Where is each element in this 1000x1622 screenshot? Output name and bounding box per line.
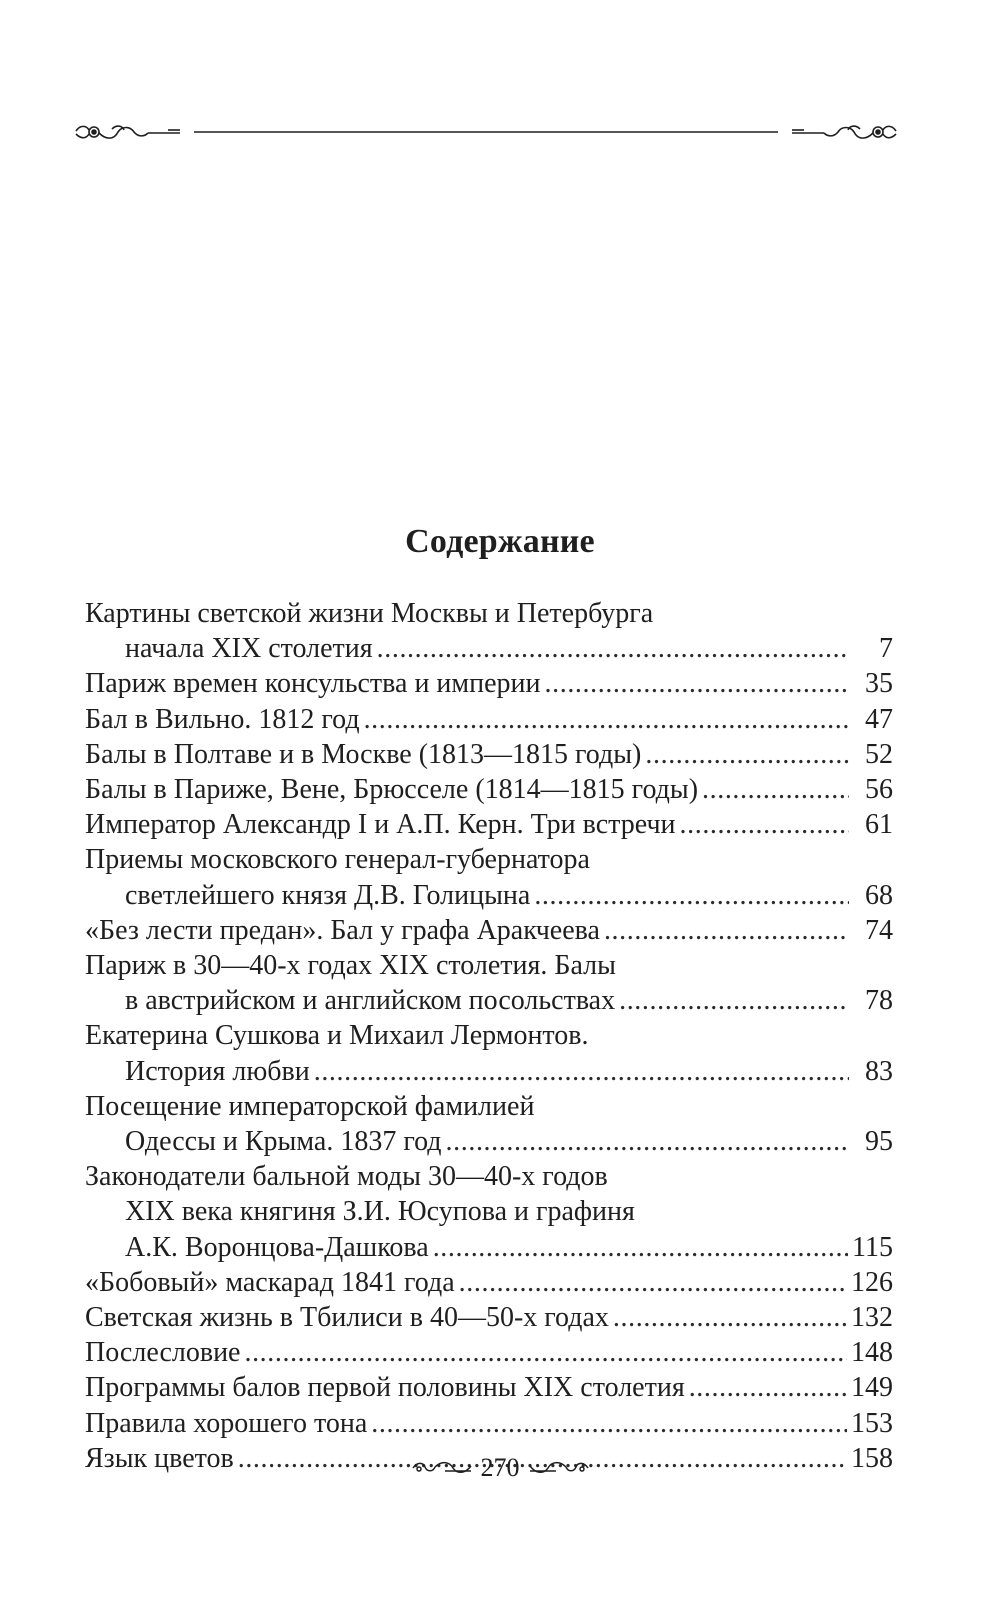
toc-entry-title: «Бобовый» маскарад 1841 года bbox=[85, 1266, 455, 1298]
toc-entry-page-number: 115 bbox=[852, 1231, 893, 1263]
toc-entry-page-number: 95 bbox=[865, 1126, 893, 1158]
header-flourish-icon bbox=[72, 122, 900, 146]
toc-entry-final-line bbox=[85, 1265, 893, 1300]
footer-flourish-left-icon bbox=[411, 1458, 473, 1478]
dot-leader bbox=[545, 666, 849, 701]
toc-entry-final-line bbox=[85, 983, 893, 1018]
toc-entry-page-number: 61 bbox=[865, 809, 893, 841]
toc-entry-title-line: XIX века княгиня З.И. Юсупова и графиня bbox=[125, 1196, 635, 1228]
toc-entry bbox=[85, 666, 893, 701]
toc-entry-title: Балы в Полтаве и в Москве (1813—1815 годы) bbox=[85, 738, 642, 770]
toc-entry-page-number: 74 bbox=[865, 914, 893, 946]
toc-entry bbox=[85, 1406, 893, 1441]
dot-leader bbox=[680, 807, 849, 842]
dot-leader bbox=[459, 1265, 847, 1300]
toc-entry-title: Послесловие bbox=[85, 1337, 241, 1369]
toc-title: Содержание bbox=[405, 523, 595, 560]
dot-leader bbox=[604, 913, 849, 948]
toc-entry bbox=[85, 1265, 893, 1300]
toc-entry-title: Император Александр I и А.П. Керн. Три встречи bbox=[85, 809, 676, 841]
dot-leader bbox=[433, 1230, 848, 1265]
toc-entry-page-number: 35 bbox=[865, 668, 893, 700]
toc-entry-page-number: 158 bbox=[851, 1442, 893, 1474]
dot-leader bbox=[244, 1335, 847, 1370]
toc-entry bbox=[85, 772, 893, 807]
toc-entry-page-number: 52 bbox=[865, 738, 893, 770]
toc-entry-title: Париж времен консульства и империи bbox=[85, 668, 541, 700]
dot-leader bbox=[702, 772, 849, 807]
toc-entry-final-line bbox=[85, 1335, 893, 1370]
page-number: 270 bbox=[480, 1453, 520, 1482]
toc-entry-page-number: 149 bbox=[851, 1372, 893, 1404]
toc-entry-final-line bbox=[85, 1370, 893, 1405]
toc-entry-final-line bbox=[85, 1230, 893, 1265]
toc-entry bbox=[85, 737, 893, 772]
toc-entry-page-number: 68 bbox=[865, 879, 893, 911]
toc-entry-title: Светская жизнь в Тбилиси в 40—50-х годах bbox=[85, 1302, 609, 1334]
toc-entry-final-line bbox=[85, 1300, 893, 1335]
toc-entry-title-line: Париж в 30—40-х годах XIX столетия. Балы bbox=[85, 950, 616, 982]
toc-entry-final-line bbox=[85, 1054, 893, 1089]
toc-entry-final-line bbox=[85, 878, 893, 913]
toc-entry-title: Одессы и Крыма. 1837 год bbox=[125, 1126, 442, 1158]
toc-entry-final-line bbox=[85, 631, 893, 666]
toc-entry-title: А.К. Воронцова-Дашкова bbox=[125, 1231, 429, 1263]
toc-entry-final-line bbox=[85, 913, 893, 948]
dot-leader bbox=[314, 1054, 849, 1089]
footer-flourish-right-icon bbox=[528, 1458, 590, 1478]
toc-entry-final-line bbox=[85, 737, 893, 772]
toc-entry-title-line: Посещение императорской фамилией bbox=[85, 1090, 535, 1122]
toc-entry bbox=[85, 1089, 893, 1159]
toc-entry-final-line bbox=[85, 666, 893, 701]
toc-entry-final-line bbox=[85, 807, 893, 842]
toc-entry bbox=[85, 842, 893, 912]
toc-entry bbox=[85, 596, 893, 666]
toc-entry-title-line: Законодатели бальной моды 30—40-х годов bbox=[85, 1161, 608, 1193]
page-footer bbox=[0, 1451, 1000, 1485]
toc-entry bbox=[85, 1300, 893, 1335]
toc-entry bbox=[85, 1335, 893, 1370]
dot-leader bbox=[364, 702, 849, 737]
toc-entry-title: История любви bbox=[125, 1055, 310, 1087]
toc-entry-title: Язык цветов bbox=[85, 1442, 234, 1474]
toc-entry-final-line bbox=[85, 1124, 893, 1159]
header-ornament bbox=[72, 122, 900, 146]
toc-entry bbox=[85, 1018, 893, 1088]
toc-entry-final-line bbox=[85, 1406, 893, 1441]
toc-entry-title: Правила хорошего тона bbox=[85, 1407, 368, 1439]
toc-entry bbox=[85, 913, 893, 948]
toc-entry-page-number: 148 bbox=[851, 1337, 893, 1369]
toc-entry-title: «Без лести предан». Бал у графа Аракчеева bbox=[85, 914, 600, 946]
toc-entry-page-number: 7 bbox=[879, 633, 893, 665]
toc-entry-title: начала XIX столетия bbox=[125, 633, 373, 665]
toc-entry-title-line: Приемы московского генерал-губернатора bbox=[85, 844, 590, 876]
table-of-contents bbox=[85, 596, 893, 1476]
toc-entry-page-number: 153 bbox=[851, 1407, 893, 1439]
toc-entry-title: в австрийском и английском посольствах bbox=[125, 985, 616, 1017]
toc-entry-page-number: 132 bbox=[851, 1302, 893, 1334]
toc-entry-final-line bbox=[85, 702, 893, 737]
toc-entry bbox=[85, 702, 893, 737]
toc-entry-title-line: Екатерина Сушкова и Михаил Лермонтов. bbox=[85, 1020, 589, 1052]
dot-leader bbox=[371, 1406, 847, 1441]
toc-entry-page-number: 56 bbox=[865, 774, 893, 806]
toc-entry bbox=[85, 1370, 893, 1405]
dot-leader bbox=[446, 1124, 849, 1159]
toc-entry-title: Программы балов первой половины XIX столетия bbox=[85, 1372, 685, 1404]
dot-leader bbox=[534, 878, 849, 913]
dot-leader bbox=[619, 983, 849, 1018]
toc-entry-title: Бал в Вильно. 1812 год bbox=[85, 703, 360, 735]
toc-entry bbox=[85, 1159, 893, 1265]
dot-leader bbox=[377, 631, 849, 666]
dot-leader bbox=[645, 737, 849, 772]
toc-entry-page-number: 47 bbox=[865, 703, 893, 735]
toc-entry-title: светлейшего князя Д.В. Голицына bbox=[125, 879, 531, 911]
toc-entry-title-line: Картины светской жизни Москвы и Петербурга bbox=[85, 598, 654, 629]
toc-entry bbox=[85, 948, 893, 1018]
toc-entry-page-number: 78 bbox=[865, 985, 893, 1017]
dot-leader bbox=[689, 1370, 847, 1405]
toc-entry-final-line bbox=[85, 772, 893, 807]
toc-entry bbox=[85, 807, 893, 842]
toc-entry-page-number: 126 bbox=[851, 1266, 893, 1298]
toc-entry-title: Балы в Париже, Вене, Брюсселе (1814—1815 годы) bbox=[85, 774, 699, 806]
toc-entry-page-number: 83 bbox=[865, 1055, 893, 1087]
dot-leader bbox=[613, 1300, 847, 1335]
